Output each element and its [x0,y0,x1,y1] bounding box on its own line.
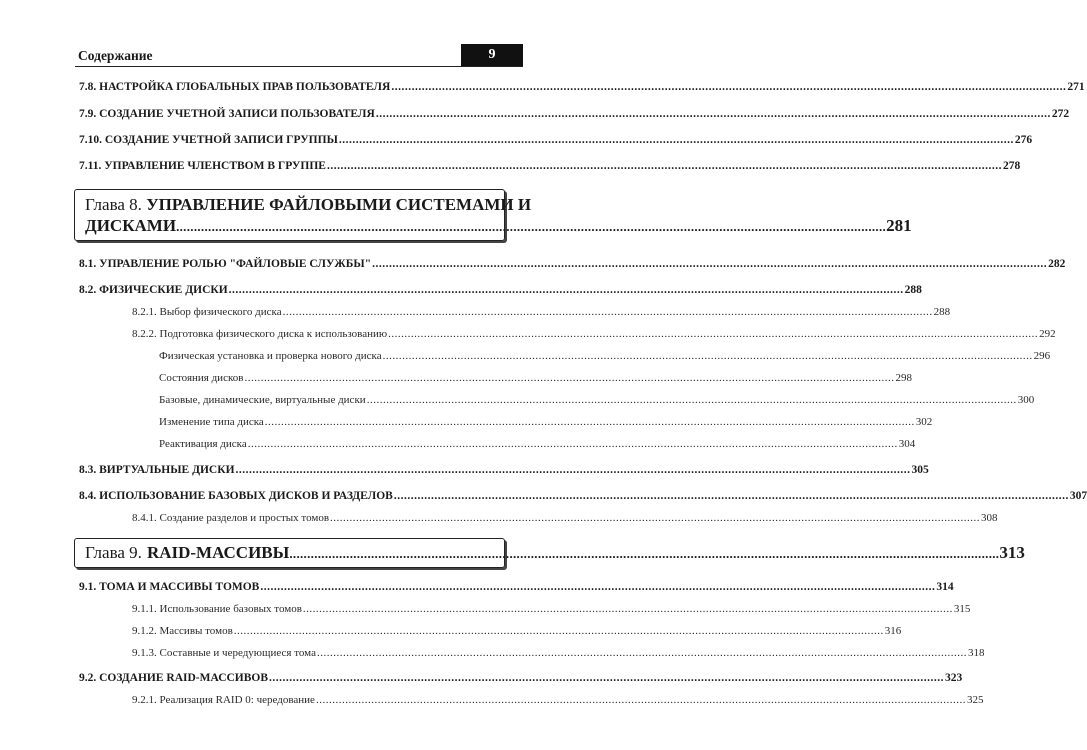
toc-entry-label: 7.9. СОЗДАНИЕ УЧЕТНОЙ ЗАПИСИ ПОЛЬЗОВАТЕЛЯ [79,108,375,120]
toc-entry-page: 276 [1014,134,1033,146]
toc-leader: ........................................................................................................................................................................................................ [289,546,1000,561]
toc-leader: ........................................................................................................................................................................................................ [316,647,967,659]
toc-entry-page: 316 [884,625,902,637]
running-header [75,44,523,67]
toc-entry-8-4[interactable] [79,490,1087,502]
toc-entry-8-4-1[interactable] [132,512,998,524]
toc-leader: ........................................................................................................................................................................................................ [375,108,1051,120]
chapter-9-box[interactable] [74,538,1025,568]
toc-entry-label: 8.4. ИСПОЛЬЗОВАНИЕ БАЗОВЫХ ДИСКОВ И РАЗДЕЛОВ [79,490,393,502]
toc-entry-label: 8.3. ВИРТУАЛЬНЫЕ ДИСКИ [79,464,235,476]
toc-leader: ........................................................................................................................................................................................................ [338,134,1014,146]
chapter-8-box[interactable] [74,189,912,241]
toc-leader: ........................................................................................................................................................................................................ [235,464,911,476]
toc-entry-page: 325 [966,694,984,706]
toc-entry-page: 296 [1033,350,1051,362]
toc-entry-change-type[interactable] [159,416,933,428]
toc-leader: ........................................................................................................................................................................................................ [388,328,1039,340]
toc-entry-8-2[interactable] [79,284,922,296]
chapter-title: RAID-МАССИВЫ [146,543,290,562]
toc-leader: ........................................................................................................................................................................................................ [315,694,966,706]
chapter-number: Глава 8. [85,195,142,214]
page-number: 9 [488,47,496,62]
toc-entry-label: 8.4.1. Создание разделов и простых томов [132,512,330,524]
toc-entry-label: 9.1.2. Массивы томов [132,625,233,637]
toc-entry-8-3[interactable] [79,464,929,476]
toc-entry-8-1[interactable] [79,258,1066,270]
toc-entry-label: Состояния дисков [159,372,244,384]
toc-entry-physical-install[interactable] [159,350,1051,362]
toc-leader: ........................................................................................................................................................................................................ [264,416,915,428]
toc-leader: ........................................................................................................................................................................................................ [372,258,1048,270]
toc-entry-label: 9.2.1. Реализация RAID 0: чередование [132,694,315,706]
toc-entry-label: 8.2.1. Выбор физического диска [132,306,282,318]
toc-entry-label: 9.1.3. Составные и чередующиеся тома [132,647,316,659]
toc-entry-page: 271 [1067,81,1085,93]
toc-leader: ........................................................................................................................................................................................................ [382,350,1033,362]
toc-entry-label: 8.2. ФИЗИЧЕСКИЕ ДИСКИ [79,284,228,296]
toc-leader: ........................................................................................................................................................................................................ [366,394,1017,406]
toc-entry-label: 9.1.1. Использование базовых томов [132,603,302,615]
toc-entry-label: Базовые, динамические, виртуальные диски [159,394,366,406]
toc-leader: ........................................................................................................................................................................................................ [260,581,936,593]
toc-entry-7-11[interactable] [79,160,1021,172]
toc-entry-page: 282 [1048,258,1066,270]
toc-entry-label: Изменение типа диска [159,416,264,428]
toc-entry-9-1[interactable] [79,581,954,593]
toc-entry-page: 315 [953,603,971,615]
toc-entry-label: Реактивация диска [159,438,247,450]
toc-entry-label: 9.2. СОЗДАНИЕ RAID-МАССИВОВ [79,672,269,684]
toc-leader: ........................................................................................................................................................................................................ [391,81,1067,93]
toc-entry-label: 8.2.2. Подготовка физического диска к использованию [132,328,388,340]
toc-entry-9-2[interactable] [79,672,963,684]
toc-entry-label: 8.1. УПРАВЛЕНИЕ РОЛЬЮ "ФАЙЛОВЫЕ СЛУЖБЫ" [79,258,372,270]
chapter-page: 313 [999,543,1025,562]
toc-entry-page: 298 [895,372,912,384]
toc-leader: ........................................................................................................................................................................................................ [326,160,1002,172]
toc-entry-7-10[interactable] [79,134,1033,146]
chapter-8-heading [85,194,912,237]
toc-entry-9-2-1[interactable] [132,694,984,706]
chapter-9-heading [85,542,1025,564]
toc-entry-page: 278 [1002,160,1021,172]
toc-entry-8-2-2[interactable] [132,328,1056,340]
toc-leader: ........................................................................................................................................................................................................ [247,438,898,450]
toc-entry-page: 304 [898,438,916,450]
toc-entry-page: 302 [915,416,933,428]
toc-entry-7-8[interactable] [79,81,1085,93]
chapter-number: Глава 9. [85,543,142,562]
chapter-page: 281 [886,216,912,235]
page-number-box [461,44,523,66]
toc-entry-page: 305 [911,464,929,476]
toc-entry-9-1-3[interactable] [132,647,985,659]
toc-entry-page: 314 [936,581,954,593]
toc-entry-page: 288 [904,284,922,296]
toc-leader: ........................................................................................................................................................................................................ [244,372,895,384]
toc-entry-page: 323 [945,672,963,684]
chapter-title-line2: ДИСКАМИ [85,216,177,235]
header-title: Содержание [78,48,153,63]
toc-leader: ........................................................................................................................................................................................................ [228,284,904,296]
toc-entry-label: 9.1. ТОМА И МАССИВЫ ТОМОВ [79,581,260,593]
toc-entry-page: 292 [1039,328,1056,340]
toc-entry-label: 7.11. УПРАВЛЕНИЕ ЧЛЕНСТВОМ В ГРУППЕ [79,160,326,172]
toc-entry-9-1-1[interactable] [132,603,971,615]
toc-entry-page: 308 [981,512,998,524]
toc-leader: ........................................................................................................................................................................................................ [233,625,884,637]
toc-entry-8-2-1[interactable] [132,306,951,318]
chapter-title-line1: УПРАВЛЕНИЕ ФАЙЛОВЫМИ СИСТЕМАМИ И [146,195,532,214]
toc-entry-disk-states[interactable] [159,372,912,384]
toc-entry-page: 288 [933,306,951,318]
toc-entry-7-9[interactable] [79,108,1070,120]
toc-entry-label: 7.10. СОЗДАНИЕ УЧЕТНОЙ ЗАПИСИ ГРУППЫ [79,134,338,146]
toc-leader: ........................................................................................................................................................................................................ [302,603,953,615]
toc-entry-page: 272 [1051,108,1070,120]
toc-entry-page: 318 [967,647,985,659]
toc-entry-label: 7.8. НАСТРОЙКА ГЛОБАЛЬНЫХ ПРАВ ПОЛЬЗОВАТЕЛЯ [79,81,391,93]
toc-entry-reactivation[interactable] [159,438,916,450]
toc-leader: ........................................................................................................................................................................................................ [393,490,1069,502]
toc-entry-label: Физическая установка и проверка нового диска [159,350,382,362]
toc-entry-page: 300 [1017,394,1035,406]
toc-leader: ........................................................................................................................................................................................................ [176,219,887,234]
toc-leader: ........................................................................................................................................................................................................ [330,512,981,524]
toc-leader: ........................................................................................................................................................................................................ [269,672,945,684]
toc-entry-disk-types[interactable] [159,394,1035,406]
toc-entry-page: 307 [1069,490,1087,502]
toc-entry-9-1-2[interactable] [132,625,902,637]
toc-leader: ........................................................................................................................................................................................................ [282,306,933,318]
